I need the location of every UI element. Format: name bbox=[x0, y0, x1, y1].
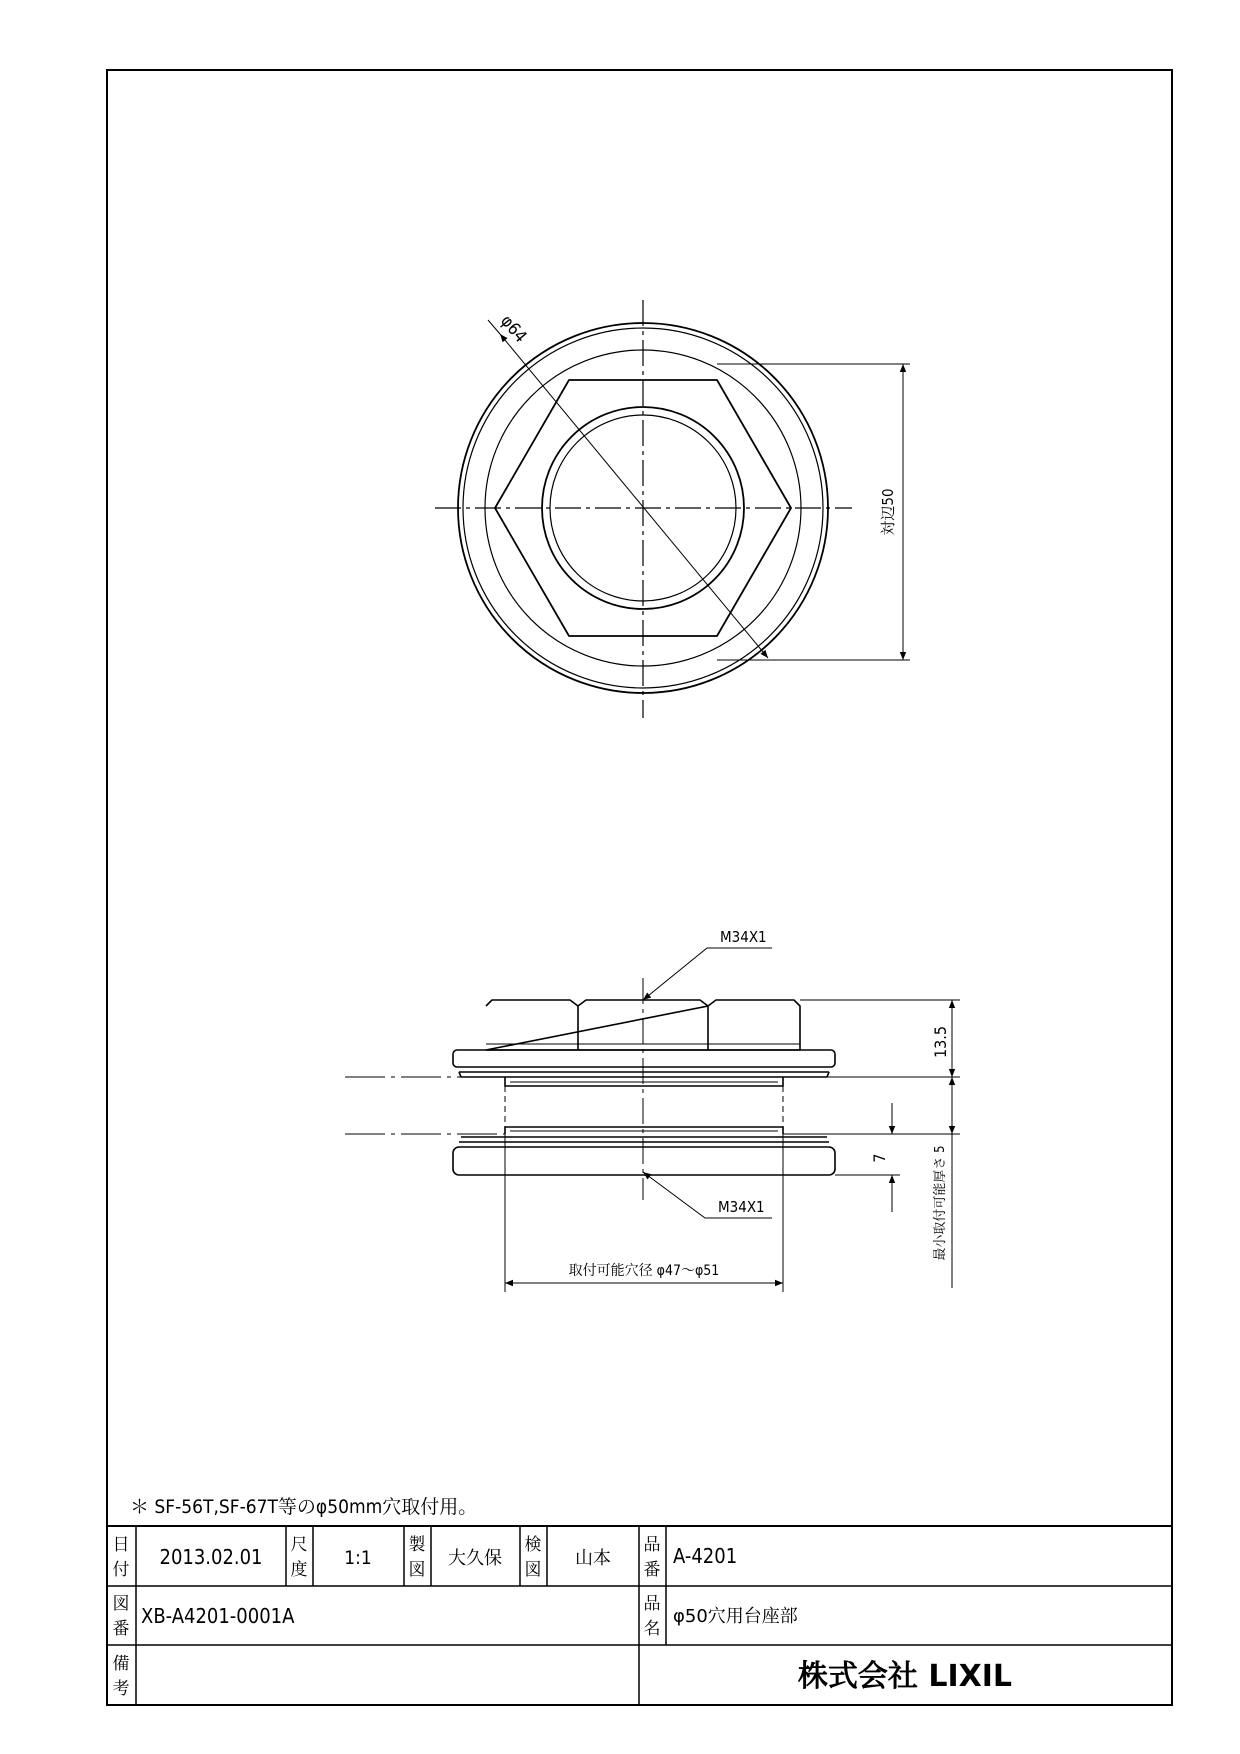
scale-label-1: 尺 bbox=[290, 1535, 308, 1555]
top-view bbox=[435, 300, 910, 718]
part-name-label-2: 名 bbox=[643, 1619, 661, 1639]
remarks-label-1: 備 bbox=[112, 1654, 130, 1674]
diameter-label: φ64 bbox=[496, 311, 531, 347]
drawing-no-value: XB-A4201-0001A bbox=[141, 1604, 295, 1628]
drawn-label-1: 製 bbox=[408, 1535, 426, 1555]
side-view bbox=[345, 978, 960, 1200]
remarks-label-2: 考 bbox=[112, 1679, 130, 1699]
upper-flange bbox=[453, 1050, 835, 1067]
drawing-no-label-2: 番 bbox=[112, 1619, 130, 1639]
part-no-label-1: 品 bbox=[643, 1535, 661, 1555]
scale-value: 1:1 bbox=[344, 1547, 372, 1569]
height-label: 13.5 bbox=[931, 1025, 950, 1059]
min-thickness-label: 最小取付可能厚さ 5 bbox=[933, 1145, 948, 1261]
part-no-label-2: 番 bbox=[643, 1560, 661, 1580]
date-value: 2013.02.01 bbox=[159, 1545, 263, 1569]
checked-value: 山本 bbox=[575, 1548, 611, 1569]
drawing-no-label-1: 図 bbox=[112, 1594, 130, 1614]
lower-nut bbox=[453, 1147, 835, 1175]
part-name-label-1: 品 bbox=[643, 1594, 661, 1614]
across-flats-label: 対辺50 bbox=[879, 488, 897, 536]
sheet-border bbox=[107, 70, 1172, 1705]
company-logo: 株式会社 LIXIL bbox=[797, 1659, 1013, 1694]
lower-thread-label: M34X1 bbox=[718, 1198, 765, 1216]
date-label-1: 日 bbox=[112, 1535, 130, 1555]
upper-thread-label: M34X1 bbox=[720, 928, 767, 946]
drawn-value: 大久保 bbox=[448, 1548, 502, 1569]
upper-thread-leader bbox=[643, 948, 772, 1000]
scale-label-2: 度 bbox=[290, 1560, 308, 1580]
drawn-label-2: 図 bbox=[408, 1560, 426, 1580]
date-label-2: 付 bbox=[112, 1560, 130, 1580]
part-no-value: A-4201 bbox=[673, 1544, 738, 1568]
checked-label-1: 検 bbox=[524, 1535, 542, 1555]
hole-range-label: 取付可能穴径 φ47～φ51 bbox=[568, 1263, 720, 1279]
part-name-value: φ50穴用台座部 bbox=[673, 1606, 798, 1627]
thickness-label: 7 bbox=[870, 1153, 889, 1163]
usage-note: ＊ SF-56T,SF-67T等のφ50mm穴取付用。 bbox=[130, 1496, 478, 1518]
checked-label-2: 図 bbox=[524, 1560, 542, 1580]
